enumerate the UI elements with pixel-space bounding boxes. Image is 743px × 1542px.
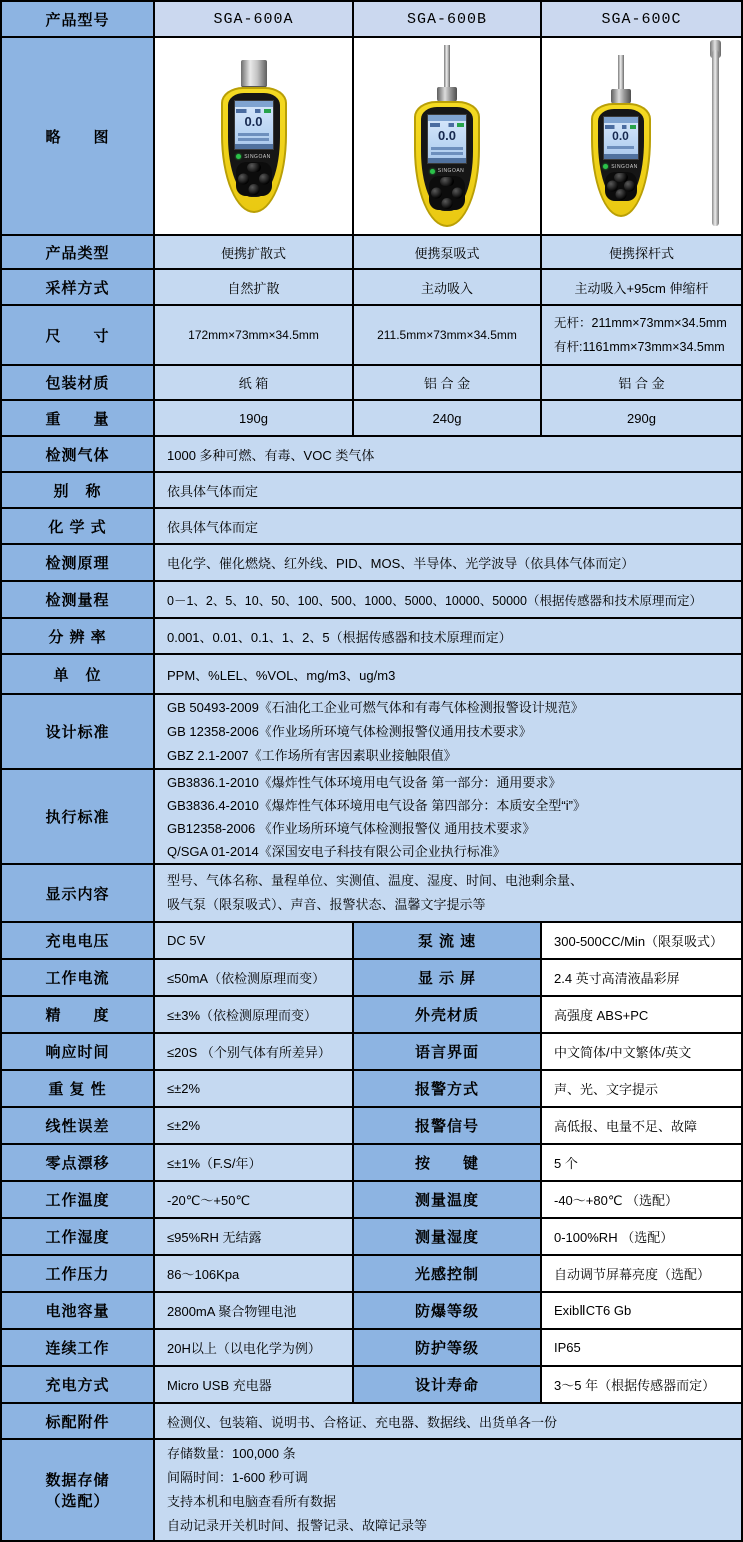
- lcd-screen: [234, 100, 274, 150]
- row-label: 检测量程: [2, 582, 155, 617]
- probe-collar-icon: [611, 89, 631, 104]
- standard-line: GB 12358-2006《作业场所环境气体检测报警仪通用技术要求》: [167, 723, 532, 739]
- value-cell: ≤20S （个别气体有所差异）: [155, 1034, 354, 1069]
- table-row-design-standard: [2, 695, 741, 770]
- value-cell: 自然扩散: [155, 270, 354, 304]
- row-label: 防爆等级: [354, 1293, 542, 1328]
- table-row: [2, 619, 741, 655]
- value-cell: 纸 箱: [155, 366, 354, 399]
- value-cell: 主动吸入: [354, 270, 542, 304]
- table-row: [2, 997, 741, 1034]
- value-cell: 290g: [542, 401, 741, 435]
- row-label: [2, 1440, 155, 1540]
- pump-probe-icon: [444, 45, 450, 87]
- model-b-header: SGA-600B: [354, 2, 542, 36]
- table-row: [2, 1293, 741, 1330]
- value-cell: 211.5mm×73mm×34.5mm: [354, 306, 542, 364]
- storage-line: 存储数量：100,000 条: [167, 1446, 296, 1461]
- left-button-icon: [431, 188, 442, 199]
- brand-label: SINGOAN: [611, 163, 638, 170]
- value-cell: IP65: [542, 1330, 741, 1365]
- row-label: 重 复 性: [2, 1071, 155, 1106]
- table-row: [2, 1256, 741, 1293]
- row-label-line: （选配）: [45, 1493, 110, 1510]
- value-cell: ≤±2%: [155, 1071, 354, 1106]
- lcd-screen: [427, 114, 467, 164]
- table-row: [2, 545, 741, 582]
- row-label: 采样方式: [2, 270, 155, 304]
- row-label: 设计标准: [2, 695, 155, 768]
- value-cell: 86～106Kpa: [155, 1256, 354, 1291]
- enter-button-icon: [615, 189, 626, 200]
- table-row: [2, 1219, 741, 1256]
- device-image-sga-600b: [414, 45, 480, 227]
- value-cell: 高低报、电量不足、故障: [542, 1108, 741, 1143]
- value-cell: 依具体气体而定: [155, 509, 741, 543]
- screen-reading: 0.0: [244, 113, 263, 129]
- table-row: [2, 366, 741, 401]
- value-cell: ≤95%RH 无结露: [155, 1219, 354, 1254]
- standard-line: GB3836.4-2010《爆炸性气体环境用电气设备 第四部分：本质安全型“i”》: [167, 797, 586, 813]
- screen-reading: 0.0: [437, 128, 457, 143]
- table-row: [2, 1145, 741, 1182]
- dimension-line: 有杆:1161mm×73mm×34.5mm: [554, 340, 725, 354]
- table-row-accessories: [2, 1404, 741, 1440]
- row-label: 精 度: [2, 997, 155, 1032]
- value-cell: 便携探杆式: [542, 236, 741, 268]
- row-label: 电池容量: [2, 1293, 155, 1328]
- value-cell: 主动吸入+95cm 伸缩杆: [542, 270, 741, 304]
- row-label: 测量湿度: [354, 1219, 542, 1254]
- row-label: 执行标准: [2, 770, 155, 863]
- screen-info-line: [607, 146, 635, 149]
- row-label: 零点漂移: [2, 1145, 155, 1180]
- value-cell: [155, 1440, 741, 1540]
- table-row-data-storage: [2, 1440, 741, 1540]
- row-label: 外壳材质: [354, 997, 542, 1032]
- table-row: [2, 655, 741, 695]
- value-cell: [155, 865, 741, 921]
- value-cell: ≤±2%: [155, 1108, 354, 1143]
- value-cell: 1000 多种可燃、有毒、VOC 类气体: [155, 437, 741, 471]
- row-label: 语言界面: [354, 1034, 542, 1069]
- value-cell: ≤±1%（F.S/年）: [155, 1145, 354, 1180]
- row-label: 产品类型: [2, 236, 155, 268]
- device-panel: [421, 107, 473, 211]
- table-row-display-content: [2, 865, 741, 923]
- row-label: 工作压力: [2, 1256, 155, 1291]
- device-body: [414, 101, 480, 227]
- device-body: [591, 103, 651, 217]
- sketch-cell-c: [542, 38, 741, 234]
- screen-titlebar: [428, 115, 466, 121]
- enter-button-icon: [442, 198, 453, 209]
- menu-button-icon: [440, 177, 454, 186]
- row-label: 包装材质: [2, 366, 155, 399]
- value-cell: PPM、%LEL、%VOL、mg/m3、ug/m3: [155, 655, 741, 693]
- row-label: 报警方式: [354, 1071, 542, 1106]
- table-row: [2, 437, 741, 473]
- right-button-icon: [452, 188, 463, 199]
- screen-info-line: [431, 152, 462, 155]
- sketch-cell-a: [155, 38, 354, 234]
- row-label: 按 键: [354, 1145, 542, 1180]
- standard-line: GB12358-2006 《作业场所环境气体检测报警仪 通用技术要求》: [167, 820, 536, 836]
- value-cell: 便携扩散式: [155, 236, 354, 268]
- table-row: [2, 401, 741, 437]
- row-label: 充电方式: [2, 1367, 155, 1402]
- probe-collar-icon: [437, 87, 457, 102]
- product-model-header: 产品型号: [2, 2, 155, 36]
- row-label: 泵 流 速: [354, 923, 542, 958]
- table-row-exec-standard: [2, 770, 741, 865]
- row-label: 显 示 屏: [354, 960, 542, 995]
- row-label: 化 学 式: [2, 509, 155, 543]
- row-label: 尺 寸: [2, 306, 155, 364]
- row-label: 检测原理: [2, 545, 155, 580]
- row-label: 设计寿命: [354, 1367, 542, 1402]
- telescopic-rod-icon: [712, 50, 719, 226]
- value-cell: 240g: [354, 401, 542, 435]
- screen-titlebar: [604, 117, 638, 123]
- value-cell: 电化学、催化燃烧、红外线、PID、MOS、半导体、光学波导（依具体气体而定）: [155, 545, 741, 580]
- screen-footer: [235, 144, 273, 149]
- row-label: 重 量: [2, 401, 155, 435]
- menu-button-icon: [247, 163, 261, 172]
- standard-line: GBZ 2.1-2007《工作场所有害因素职业接触限值》: [167, 747, 457, 763]
- value-cell: 190g: [155, 401, 354, 435]
- value-cell: 中文简体/中文繁体/英文: [542, 1034, 741, 1069]
- right-button-icon: [624, 181, 635, 192]
- table-row: [2, 1330, 741, 1367]
- row-label: 显示内容: [2, 865, 155, 921]
- sketch-row-label: 略 图: [2, 38, 155, 234]
- row-label: 线性误差: [2, 1108, 155, 1143]
- dpad-buttons: [429, 176, 465, 210]
- value-cell: [155, 770, 741, 863]
- value-cell: 0-100%RH （选配）: [542, 1219, 741, 1254]
- brand-label: SINGOAN: [437, 168, 465, 174]
- device-panel: [228, 93, 280, 197]
- row-label: 工作温度: [2, 1182, 155, 1217]
- header-row: [2, 2, 741, 38]
- table-row: [2, 582, 741, 619]
- standard-line: GB3836.1-2010《爆炸性气体环境用电气设备 第一部分：通用要求》: [167, 774, 562, 790]
- value-cell: 20H以上（以电化学为例）: [155, 1330, 354, 1365]
- model-a-header: SGA-600A: [155, 2, 354, 36]
- row-label: 光感控制: [354, 1256, 542, 1291]
- row-label: 防护等级: [354, 1330, 542, 1365]
- enter-button-icon: [248, 184, 259, 195]
- storage-line: 支持本机和电脑查看所有数据: [167, 1494, 337, 1509]
- table-row: [2, 1367, 741, 1404]
- value-cell: 检测仪、包装箱、说明书、合格证、充电器、数据线、出货单各一份: [155, 1404, 741, 1438]
- screen-reading: 0.0: [612, 129, 629, 143]
- value-cell: 声、光、文字提示: [542, 1071, 741, 1106]
- power-led: [236, 154, 241, 159]
- table-row: [2, 473, 741, 509]
- value-cell: 高强度 ABS+PC: [542, 997, 741, 1032]
- value-cell: ExibⅡCT6 Gb: [542, 1293, 741, 1328]
- storage-line: 自动记录开关机时间、报警记录、故障记录等: [167, 1518, 428, 1533]
- row-label: 标配附件: [2, 1404, 155, 1438]
- standard-line: GB 50493-2009《石油化工企业可燃气体和有毒气体检测报警设计规范》: [167, 699, 584, 715]
- screen-titlebar: [235, 101, 273, 107]
- value-cell: DC 5V: [155, 923, 354, 958]
- table-row: [2, 236, 741, 270]
- value-cell: Micro USB 充电器: [155, 1367, 354, 1402]
- device-panel: [598, 109, 644, 201]
- row-label: 单 位: [2, 655, 155, 693]
- value-cell: 铝 合 金: [354, 366, 542, 399]
- value-cell: 3～5 年（根据传感器而定）: [542, 1367, 741, 1402]
- sketch-cell-b: [354, 38, 542, 234]
- dpad-buttons: [236, 162, 272, 196]
- screen-footer: [428, 158, 466, 163]
- value-cell: ≤±3%（依检测原理而变）: [155, 997, 354, 1032]
- row-label: 测量温度: [354, 1182, 542, 1217]
- value-cell: -20℃～+50℃: [155, 1182, 354, 1217]
- row-label: 连续工作: [2, 1330, 155, 1365]
- standard-line: Q/SGA 01-2014《深国安电子科技有限公司企业执行标准》: [167, 843, 506, 859]
- screen-info-line: [238, 138, 269, 141]
- table-row: [2, 923, 741, 960]
- row-label: 别 称: [2, 473, 155, 507]
- content-line: 型号、气体名称、量程单位、实测值、温度、湿度、时间、电池剩余量、: [167, 873, 584, 888]
- value-cell: -40～+80℃ （选配）: [542, 1182, 741, 1217]
- table-row-dimensions: [2, 306, 741, 366]
- value-cell: [155, 695, 741, 768]
- screen-footer: [604, 154, 638, 159]
- row-label: 响应时间: [2, 1034, 155, 1069]
- table-row: [2, 509, 741, 545]
- value-cell: 300-500CC/Min（限泵吸式）: [542, 923, 741, 958]
- screen-info-line: [431, 147, 462, 150]
- value-cell: 172mm×73mm×34.5mm: [155, 306, 354, 364]
- value-cell: [542, 306, 741, 364]
- table-row: [2, 1108, 741, 1145]
- device-image-sga-600a: [221, 60, 287, 213]
- power-led: [603, 164, 608, 169]
- device-body: [221, 87, 287, 213]
- row-label-line: 数据存储: [45, 1472, 110, 1489]
- value-cell: 0.001、0.01、0.1、1、2、5（根据传感器和技术原理而定）: [155, 619, 741, 653]
- value-cell: 便携泵吸式: [354, 236, 542, 268]
- row-label: 分 辨 率: [2, 619, 155, 653]
- row-label: 充电电压: [2, 923, 155, 958]
- screen-info-line: [238, 133, 269, 136]
- value-cell: 5 个: [542, 1145, 741, 1180]
- table-row: [2, 1182, 741, 1219]
- value-cell: ≤50mA（依检测原理而变）: [155, 960, 354, 995]
- value-cell: 2800mA 聚合物锂电池: [155, 1293, 354, 1328]
- row-label: 报警信号: [354, 1108, 542, 1143]
- dimension-line: 无杆：211mm×73mm×34.5mm: [554, 316, 727, 330]
- brand-label: SINGOAN: [244, 153, 271, 160]
- table-row: [2, 1071, 741, 1108]
- sensor-cap-icon: [241, 60, 267, 88]
- storage-line: 间隔时间：1-600 秒可调: [167, 1470, 308, 1485]
- value-cell: 铝 合 金: [542, 366, 741, 399]
- value-cell: 依具体气体而定: [155, 473, 741, 507]
- model-c-header: SGA-600C: [542, 2, 741, 36]
- row-label: 工作电流: [2, 960, 155, 995]
- row-label: 工作湿度: [2, 1219, 155, 1254]
- table-row: [2, 270, 741, 306]
- left-button-icon: [238, 173, 249, 184]
- value-cell: 2.4 英寸高清液晶彩屏: [542, 960, 741, 995]
- menu-button-icon: [614, 173, 628, 182]
- sketch-row: [2, 38, 741, 236]
- dpad-buttons: [605, 172, 637, 201]
- table-row: [2, 1034, 741, 1071]
- device-image-sga-600c: [591, 55, 651, 217]
- row-label: 检测气体: [2, 437, 155, 471]
- lcd-screen: [603, 116, 639, 160]
- value-cell: 0－1、2、5、10、50、100、500、1000、5000、10000、50000（根据传感器和技术原理而定）: [155, 582, 741, 617]
- content-line: 吸气泵（限泵吸式）、声音、报警状态、温馨文字提示等: [167, 897, 486, 912]
- power-led: [430, 169, 435, 174]
- value-cell: 自动调节屏幕亮度（选配）: [542, 1256, 741, 1291]
- table-row: [2, 960, 741, 997]
- pump-probe-icon: [618, 55, 624, 89]
- right-button-icon: [259, 173, 270, 184]
